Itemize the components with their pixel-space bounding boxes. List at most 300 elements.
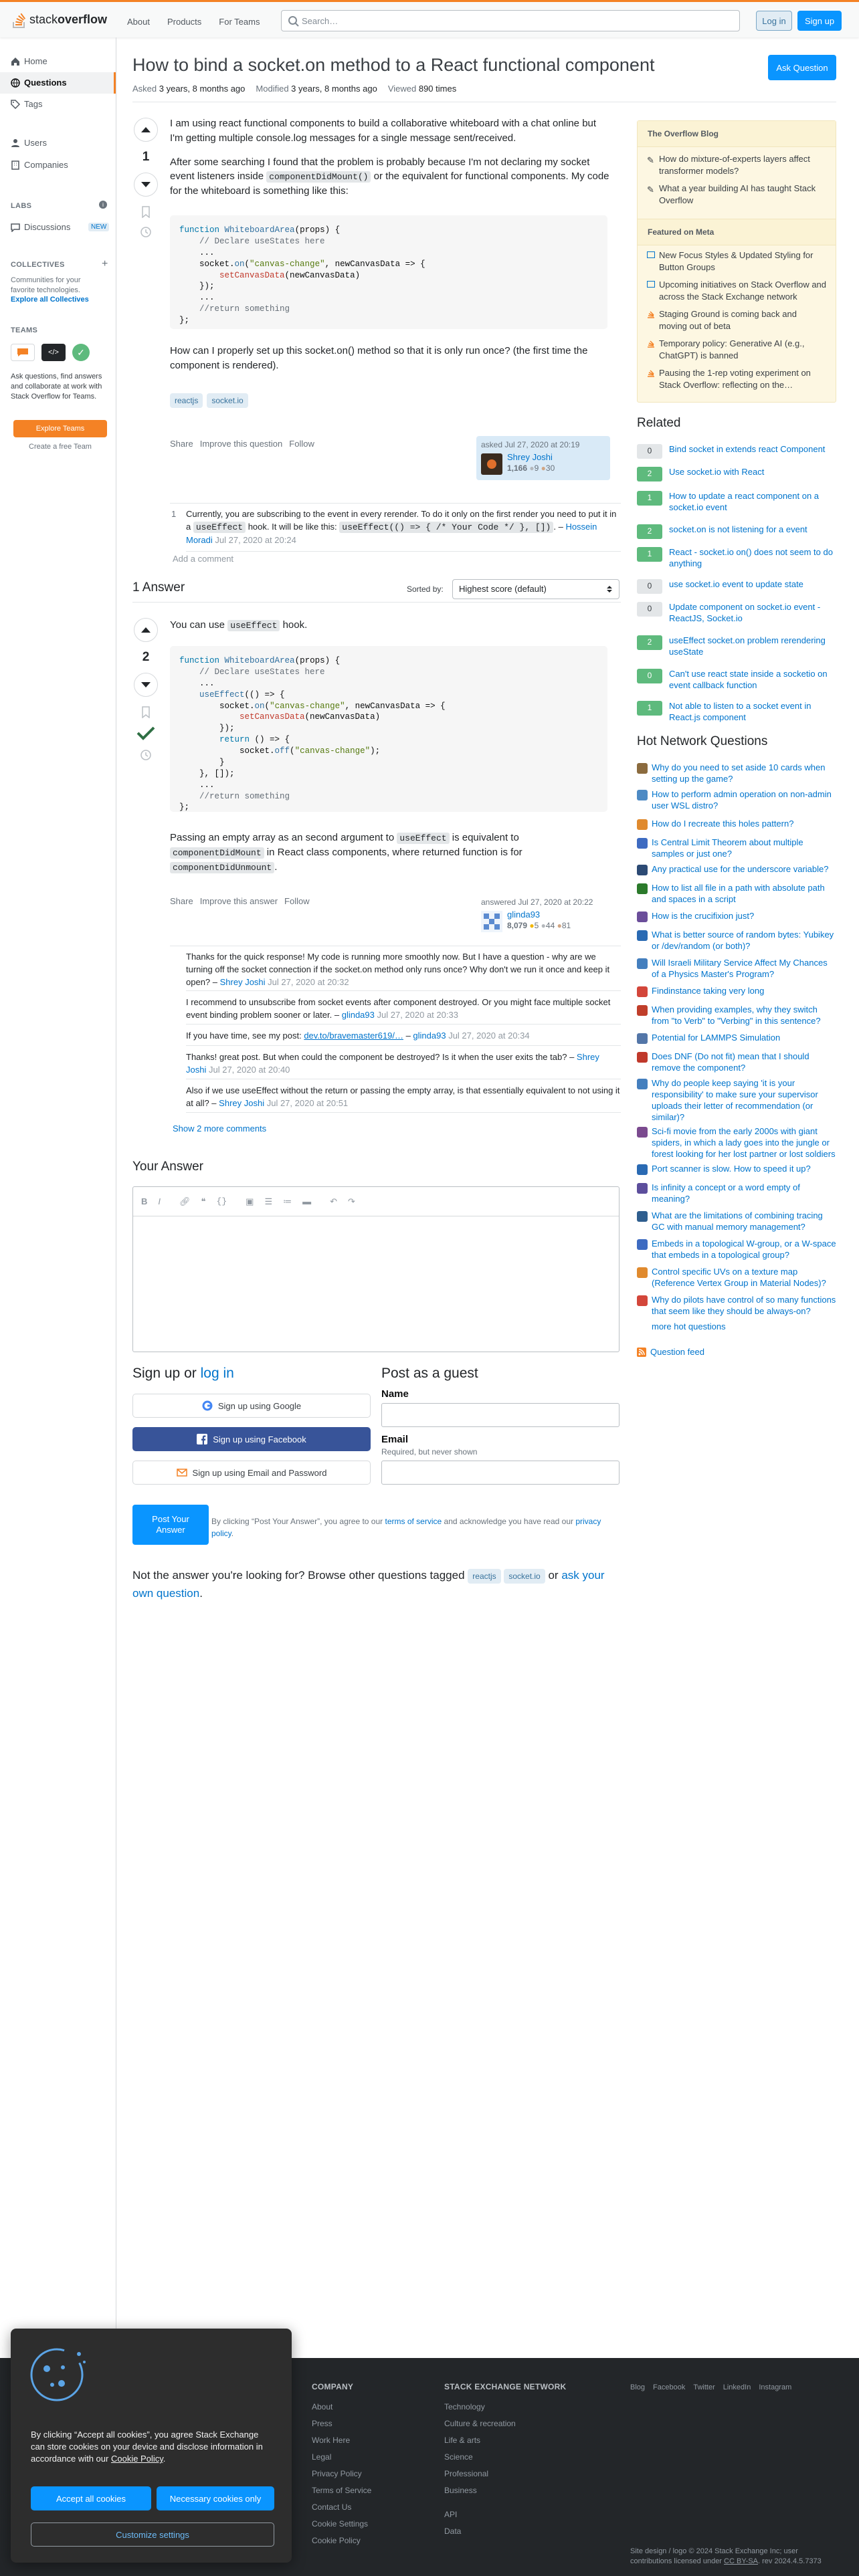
footer-social-link[interactable]: Instagram [759,2383,792,2391]
teams-check-icon: ✓ [72,344,90,361]
nav-companies-label: Companies [24,160,68,170]
a-p1-text-b: hook. [282,619,308,631]
copyright-text-b: . rev 2024.4.5.7373 [758,2557,822,2566]
hnq-label: How do I recreate this holes pattern? [652,819,794,829]
hnq-heading: Hot Network Questions [637,734,768,748]
comment-text-a: Currently, you are subscribing to the event in every rerender. To do it only on the first render you need to put it in a [186,509,617,532]
comment-user[interactable]: glinda93 [413,1031,446,1041]
comment-user[interactable]: Shrey Joshi [219,976,266,987]
footer-link[interactable]: Technology [444,2402,485,2411]
comments-divider [170,503,621,504]
footer-link[interactable]: Life & arts [444,2436,481,2445]
hnq-label: How to list all file in a path with absolute path and spaces in a script [652,883,825,904]
email-signup-button[interactable] [132,1461,371,1485]
a-p2-text-c: in React class components, where returned function is for [266,846,522,858]
nav-questions-label: Questions [24,78,67,88]
footer-network-heading: STACK EXCHANGE NETWORK [444,2382,567,2391]
add-comment-link[interactable]: Add a comment [173,554,234,564]
hnq-label: Does DNF (Do not fit) mean that I should remove the component? [652,1051,809,1073]
philosophy-site-icon [637,1183,648,1194]
nav-users-label: Users [24,138,47,148]
stackoverflow-meta-icon [647,339,655,351]
related-link[interactable]: use socket.io event to update state [669,579,803,589]
nav-for-teams[interactable]: For Teams [219,17,260,27]
bookmark-icon[interactable] [141,706,151,718]
related-score: 1 [637,701,662,716]
sort-select[interactable] [452,579,619,599]
related-score: 0 [637,602,662,617]
comment-date[interactable]: Jul 27, 2020 at 20:33 [377,1009,458,1020]
login-button[interactable]: Log in [756,11,792,31]
nav-discussions[interactable] [11,222,70,232]
comment-text: Thanks for the quick response! My code is running more smoothly now. But I have a question - why are we turning off the socket connection if the socket.on method only runs once? Why don't we run it once and keep it open? – [186,952,610,987]
footer-link[interactable]: Privacy Policy [312,2469,362,2478]
share-link[interactable]: Share [170,439,193,449]
hnq-item[interactable] [637,1004,836,1027]
upvote-button[interactable] [134,118,158,142]
select-arrows-icon [607,586,612,593]
meta-heading: Featured on Meta [638,219,836,245]
footer-link[interactable]: Contact Us [312,2502,352,2512]
related-link[interactable]: Not able to listen to a socket event in React.js component [669,701,812,722]
answer-paragraph-1 [170,618,611,633]
sort-select-value: Highest score (default) [459,584,547,594]
cs-site-icon [637,1211,648,1222]
hnq-item[interactable] [637,864,836,875]
academia-site-icon [637,958,648,969]
plus-icon[interactable]: + [102,258,108,270]
ask-own-question-link[interactable]: ask your own question [132,1569,605,1600]
related-item[interactable] [637,524,836,539]
hnq-label: How is the crucifixion just? [652,911,755,921]
related-score: 1 [637,491,662,506]
terms-text-c: . [231,1529,234,1538]
hnq-item[interactable] [637,986,836,997]
building-icon [11,160,20,170]
link-icon[interactable]: 🔗︎ [179,1196,191,1206]
tag-reactjs[interactable]: reactjs [468,1569,500,1584]
hnq-item[interactable] [637,1239,836,1261]
answer-owner-name[interactable]: glinda93 [507,909,541,920]
answer-downvote-button[interactable] [134,673,158,697]
meta-item-label: New Focus Styles & Updated Styling for Button Groups [659,250,814,272]
answer-paragraph-2 [170,831,611,875]
meta-item-label: Temporary policy: Generative AI (e.g., ChatGPT) is banned [659,338,805,360]
footer-link[interactable]: Science [444,2452,473,2462]
google-icon [202,1400,213,1411]
share-link[interactable]: Share [170,896,193,906]
facebook-signup-label: Sign up using Facebook [213,1434,306,1444]
cookie-text-a: By clicking “Accept all cookies”, you agree Stack Exchange can store cookies on your device and disclose information in accordance with our [31,2430,263,2464]
rss-icon [637,1348,646,1357]
answerer-gold-badges: 5 [534,921,539,930]
hnq-label: Is Central Limit Theorem about multiple samples or just one? [652,837,803,859]
pencil-icon: ✎ [647,185,654,195]
a-p2-text-b: is equivalent to [452,832,519,843]
not-answer-or: or [548,1569,559,1582]
hnq-label: Potential for LAMMPS Simulation [652,1033,781,1043]
superuser-site-icon [637,790,648,800]
math-site-icon [637,1239,648,1250]
downvote-icon [140,181,151,188]
related-link[interactable]: React - socket.io on() does not seem to do anything [669,547,833,568]
related-item[interactable] [637,444,836,459]
teams-chat-icon [11,344,35,361]
nav-home-label: Home [24,56,47,66]
answer-code-block: function WhiteboardArea(props) { // Declare useStates here ... useEffect(() => { socket.on("canvas-change", newCanvasData => { setCanvasData(newCanvasData) }); return () => { socket.off("canvas-change"); } }, []); ... //return something }; [170,646,607,812]
viewed-meta [388,84,456,94]
license-link[interactable]: CC BY-SA [724,2557,758,2566]
softwareengineering-site-icon [637,865,648,875]
related-link[interactable]: useEffect socket.on problem rerendering useState [669,635,826,657]
google-signup-button[interactable] [132,1394,371,1418]
accept-all-cookies-button[interactable]: Accept all cookies [31,2486,151,2510]
hnq-label: Why do people keep saying 'it is your responsibility' to make sure your supervisor uploads their letter of recommendation (or similar)? [652,1078,818,1122]
modified-meta [256,84,377,94]
meta-item-label: Staging Ground is coming back and moving out of beta [659,309,797,331]
related-link[interactable]: How to update a react component on a socket.io event [669,491,820,512]
related-item[interactable] [637,579,836,594]
blog-item[interactable] [647,153,826,177]
avatar[interactable] [481,453,502,475]
history-icon[interactable] [140,749,152,761]
signup-heading-a: Sign up [132,1366,181,1381]
meta-item[interactable] [647,338,826,361]
overflow-blog-widget [637,120,836,403]
nav-about[interactable]: About [127,17,150,27]
downvote-icon [140,681,151,688]
signup-button[interactable]: Sign up [797,11,842,31]
hnq-item[interactable] [637,837,836,860]
numbered-list-icon[interactable]: ☰ [264,1196,273,1206]
login-link[interactable]: log in [200,1366,234,1381]
related-item[interactable] [637,669,836,691]
left-sidebar [0,37,116,2358]
hnq-label: Findinstance taking very long [652,986,765,996]
top-nav [120,13,266,30]
cookie-text [31,2429,272,2466]
tag-socketio[interactable]: socket.io [207,393,248,408]
name-field[interactable] [381,1403,619,1427]
cookie-policy-link[interactable]: Cookie Policy [110,2454,163,2464]
signup-heading-or: or [184,1366,197,1381]
a-p2-code-3: componentDidUnmount [170,862,274,873]
footer-link[interactable]: Cookie Settings [312,2519,369,2529]
related-score: 1 [637,547,662,562]
tag-reactjs[interactable]: reactjs [170,393,203,408]
hnq-label: When providing examples, why they switch from "to Verb" to "Verbing" in this sentence? [652,1004,821,1026]
terms-text-b: and acknowledge you have read our [444,1517,573,1526]
terms-notice [211,1515,621,1539]
comment-date[interactable]: Jul 27, 2020 at 20:24 [215,534,296,545]
logo-text-stack: stack [29,12,58,26]
question-owner-name[interactable]: Shrey Joshi [507,452,553,462]
meta-item[interactable] [647,279,826,302]
footer-link[interactable]: About [312,2402,333,2411]
privacy-link[interactable]: privacy policy [211,1517,601,1538]
hnq-label: How to perform admin operation on non-admin user WSL distro? [652,789,832,811]
unix-site-icon [637,883,648,894]
comment-user[interactable]: Shrey Joshi [186,1052,599,1075]
hnq-item[interactable] [637,1051,836,1074]
owner-silver-badges: 9 [534,463,539,473]
related-score: 0 [637,444,662,459]
related-item[interactable] [637,491,836,514]
globe-icon [11,78,20,88]
answer-comment [186,1026,621,1046]
cookie-consent-banner [11,2329,292,2563]
nav-companies[interactable] [11,160,68,170]
stackoverflow-logo[interactable] [11,10,107,29]
nav-home[interactable] [11,56,47,66]
question-owner-card [476,436,610,480]
answers-divider [132,602,621,603]
hnq-label: Control specific UVs on a texture map (Reference Vertex Group in Material Nodes)? [652,1267,826,1288]
question-paragraph-2 [170,155,611,199]
comment-text-c: . – [553,521,563,532]
comment-date[interactable]: Jul 27, 2020 at 20:32 [268,976,349,987]
related-item[interactable] [637,602,836,625]
hnq-label: Will Israeli Military Service Affect My Chances of a Physics Master's Program? [652,958,828,979]
your-answer-heading: Your Answer [132,1160,203,1174]
upvote-icon [140,126,151,133]
footer-social-link[interactable]: Twitter [693,2383,715,2391]
italic-icon[interactable]: I [158,1196,161,1206]
tag-icon [11,100,20,109]
related-item[interactable] [637,467,836,481]
quote-icon[interactable]: ❝ [201,1196,206,1206]
footer-link[interactable]: Terms of Service [312,2486,372,2495]
hnq-item[interactable] [637,883,836,905]
footer-link[interactable]: Data [444,2527,462,2536]
terms-text-a: By clicking “Post Your Answer”, you agree to our [211,1517,383,1526]
footer-social-link[interactable]: LinkedIn [723,2383,751,2391]
scifi-site-icon [637,1127,648,1138]
related-score: 0 [637,579,662,594]
name-label: Name [381,1388,409,1400]
related-link[interactable]: Update component on socket.io event - ReactJS, Socket.io [669,602,821,623]
mattermodeling-site-icon [637,1033,648,1044]
stackoverflow-logo-icon [11,10,27,29]
hnq-item[interactable] [637,1033,836,1044]
editor-toolbar [133,1187,619,1216]
teams-description: Ask questions, find answers and collaborate at work with Stack Overflow for Teams. [11,372,102,401]
question-paragraph-1: I am using react functional components to build a collaborative whiteboard with a chat online but I'm getting multiple console.log messages for a single message sent/received. [170,118,597,144]
follow-link[interactable]: Follow [289,439,314,449]
image-icon[interactable]: ▣ [246,1196,254,1206]
nav-users[interactable] [11,138,47,148]
related-item[interactable] [637,701,836,724]
bold-icon[interactable]: B [141,1196,148,1206]
hnq-label: What is better source of random bytes: Yubikey or /dev/random (or both)? [652,930,834,951]
nav-questions[interactable] [11,78,67,88]
footer-link[interactable]: API [444,2510,458,2519]
hnq-item[interactable] [637,1295,836,1317]
redo-icon[interactable]: ↷ [348,1196,355,1206]
footer-link[interactable]: Work Here [312,2436,351,2445]
improve-answer-link[interactable]: Improve this answer [199,896,278,906]
question-feed-label: Question feed [650,1347,704,1357]
hnq-item[interactable] [637,1078,836,1123]
related-link[interactable]: Bind socket in extends react Component [669,444,826,454]
ask-question-button[interactable]: Ask Question [768,55,836,80]
question-body [170,116,611,208]
asked-date: asked Jul 27, 2020 at 20:19 [481,440,580,449]
create-team-link[interactable]: Create a free Team [29,443,92,451]
question-feed-link[interactable] [637,1347,704,1357]
footer-link[interactable]: Press [312,2419,332,2428]
comment-text: Also if we use useEffect without the return or passing the empty array, is that essentially equivalent to not using it at all? – [186,1085,620,1108]
a-p1-code: useEffect [227,620,280,631]
hnq-label: Port scanner is slow. How to speed it up? [652,1164,811,1174]
teams-code-icon: </> [41,344,66,361]
footer-social-link[interactable]: Blog [630,2383,646,2391]
hnq-item[interactable] [637,762,836,785]
owner-bronze-badges: 30 [545,463,555,473]
blog-item-label: How do mixture-of-experts layers affect transformer models? [659,154,810,176]
facebook-icon [197,1434,207,1444]
collectives-heading: COLLECTIVES [11,261,65,269]
footer-link[interactable]: Professional [444,2469,489,2478]
aviation-site-icon [637,1295,648,1306]
top-bar [0,0,859,37]
page-title[interactable]: How to bind a socket.on method to a React functional component [132,55,655,75]
email-icon [177,1469,187,1477]
footer-social-link[interactable]: Facebook [653,2383,686,2391]
hnq-item[interactable] [637,958,836,980]
nav-discussions-label: Discussions [24,222,71,232]
hnq-label: Is infinity a concept or a word empty of meaning? [652,1182,800,1204]
hnq-item[interactable] [637,819,836,830]
improve-question-link[interactable]: Improve this question [199,439,283,449]
meta-item-label: Pausing the 1-rep voting experiment on Stack Overflow: reflecting on the… [659,368,811,390]
horizontal-rule-icon[interactable]: ▬ [302,1196,312,1206]
not-the-answer [132,1566,621,1602]
modified-label: Modified [256,84,289,94]
hnq-item[interactable] [637,1164,836,1175]
answer-vote-cell [132,618,159,761]
comment-code-2: useEffect(() => { /* Your Code */ }, []) [339,522,553,533]
answer-comment [186,1081,621,1113]
related-score: 2 [637,635,662,650]
asked-value: 3 years, 8 months ago [159,84,246,94]
related-link[interactable]: Use socket.io with React [669,467,765,477]
meta-item[interactable] [647,308,826,332]
hnq-item[interactable] [637,1182,836,1205]
comment-user[interactable]: glinda93 [341,1009,375,1020]
follow-link[interactable]: Follow [284,896,310,906]
hnq-item[interactable] [637,1267,836,1289]
post-answer-button[interactable]: Post Your Answer [132,1505,209,1545]
related-score: 2 [637,524,662,539]
blog-item[interactable] [647,183,826,206]
more-hot-questions-link[interactable]: more hot questions [652,1321,726,1331]
show-more-comments-link[interactable]: Show 2 more comments [173,1123,267,1134]
answerer-silver-badges: 44 [545,921,555,930]
search-input[interactable] [281,10,740,31]
comment-tail: – [403,1031,411,1041]
footer-social-links [630,2383,791,2391]
footer-company-heading: COMPANY [312,2382,354,2391]
comment-score: 1 [171,509,177,519]
owner-rep-value: 1,166 [507,463,528,473]
footer-link[interactable]: Cookie Policy [312,2536,361,2545]
tag-socketio[interactable]: socket.io [504,1569,545,1584]
comment-user[interactable]: Shrey Joshi [219,1097,265,1108]
meta-item[interactable] [647,367,826,391]
hnq-label: Why do you need to set aside 10 cards when setting up the game? [652,762,826,784]
hnq-item[interactable] [637,1126,836,1160]
footer-link[interactable]: Culture & recreation [444,2419,516,2428]
related-score: 2 [637,467,662,481]
ell-site-icon [637,1005,648,1016]
email-field[interactable] [381,1461,619,1485]
comment-user[interactable]: Hossein Moradi [186,521,597,545]
logo-text-overflow: overflow [58,12,108,26]
answer-upvote-button[interactable] [134,618,158,642]
nav-products[interactable]: Products [167,17,202,27]
undo-icon[interactable]: ↶ [330,1196,337,1206]
signup-heading [132,1366,234,1382]
related-item[interactable] [637,547,836,570]
bookmark-icon[interactable] [141,206,151,218]
related-item[interactable] [637,635,836,658]
info-icon[interactable]: i [99,201,107,209]
academia-site-icon [637,1079,648,1089]
sort-label: Sorted by: [407,584,444,594]
hnq-item[interactable] [637,911,836,922]
terms-link[interactable]: terms of service [385,1517,442,1526]
hnq-item[interactable] [637,930,836,952]
hnq-item[interactable] [637,789,836,812]
email-hint: Required, but never shown [381,1447,478,1457]
question-owner-rep: 1,166 ●9 ●30 [507,463,555,473]
answer-editor[interactable] [132,1186,619,1352]
explore-collectives-link[interactable]: Explore all Collectives [11,296,89,304]
footer-link[interactable]: Legal [312,2452,332,2462]
hnq-label: Embeds in a topological W-group, or a W-space that embeds in a topological group? [652,1239,836,1260]
downvote-button[interactable] [134,173,158,197]
avatar[interactable] [481,911,502,932]
comment-link[interactable]: dev.to/bravemaster619/… [304,1031,403,1041]
facebook-signup-button[interactable] [132,1427,371,1451]
copyright-text-a: Site design / logo © 2024 Stack Exchange Inc; user contributions licensed under [630,2547,798,2566]
comment-date[interactable]: Jul 27, 2020 at 20:34 [448,1031,530,1041]
footer-link[interactable]: Business [444,2486,477,2495]
customize-settings-button[interactable]: Customize settings [31,2523,274,2547]
question-vote-cell [132,118,159,238]
bulleted-list-icon[interactable]: ≔ [283,1196,292,1206]
meta-item[interactable] [647,249,826,273]
blog-heading: The Overflow Blog [638,121,836,147]
necessary-cookies-button[interactable]: Necessary cookies only [157,2486,274,2510]
comment-date[interactable]: Jul 27, 2020 at 20:40 [208,1064,290,1075]
hnq-item[interactable] [637,1210,836,1233]
explore-teams-button[interactable]: Explore Teams [13,420,107,437]
cookie-icon [25,2343,88,2406]
history-icon[interactable] [140,226,152,238]
viewed-label: Viewed [387,84,417,94]
question-actions [170,439,314,449]
answered-date: answered Jul 27, 2020 at 20:22 [481,897,593,907]
related-link[interactable]: Can't use react state inside a socketio on event callback function [669,669,828,690]
pencil-icon: ✎ [647,155,654,165]
comment-date[interactable]: Jul 27, 2020 at 20:51 [266,1097,349,1108]
nav-tags[interactable] [11,99,42,109]
related-link[interactable]: socket.on is not listening for a event [669,524,807,534]
code-icon[interactable]: {} [216,1196,227,1206]
question-comment [171,504,621,552]
